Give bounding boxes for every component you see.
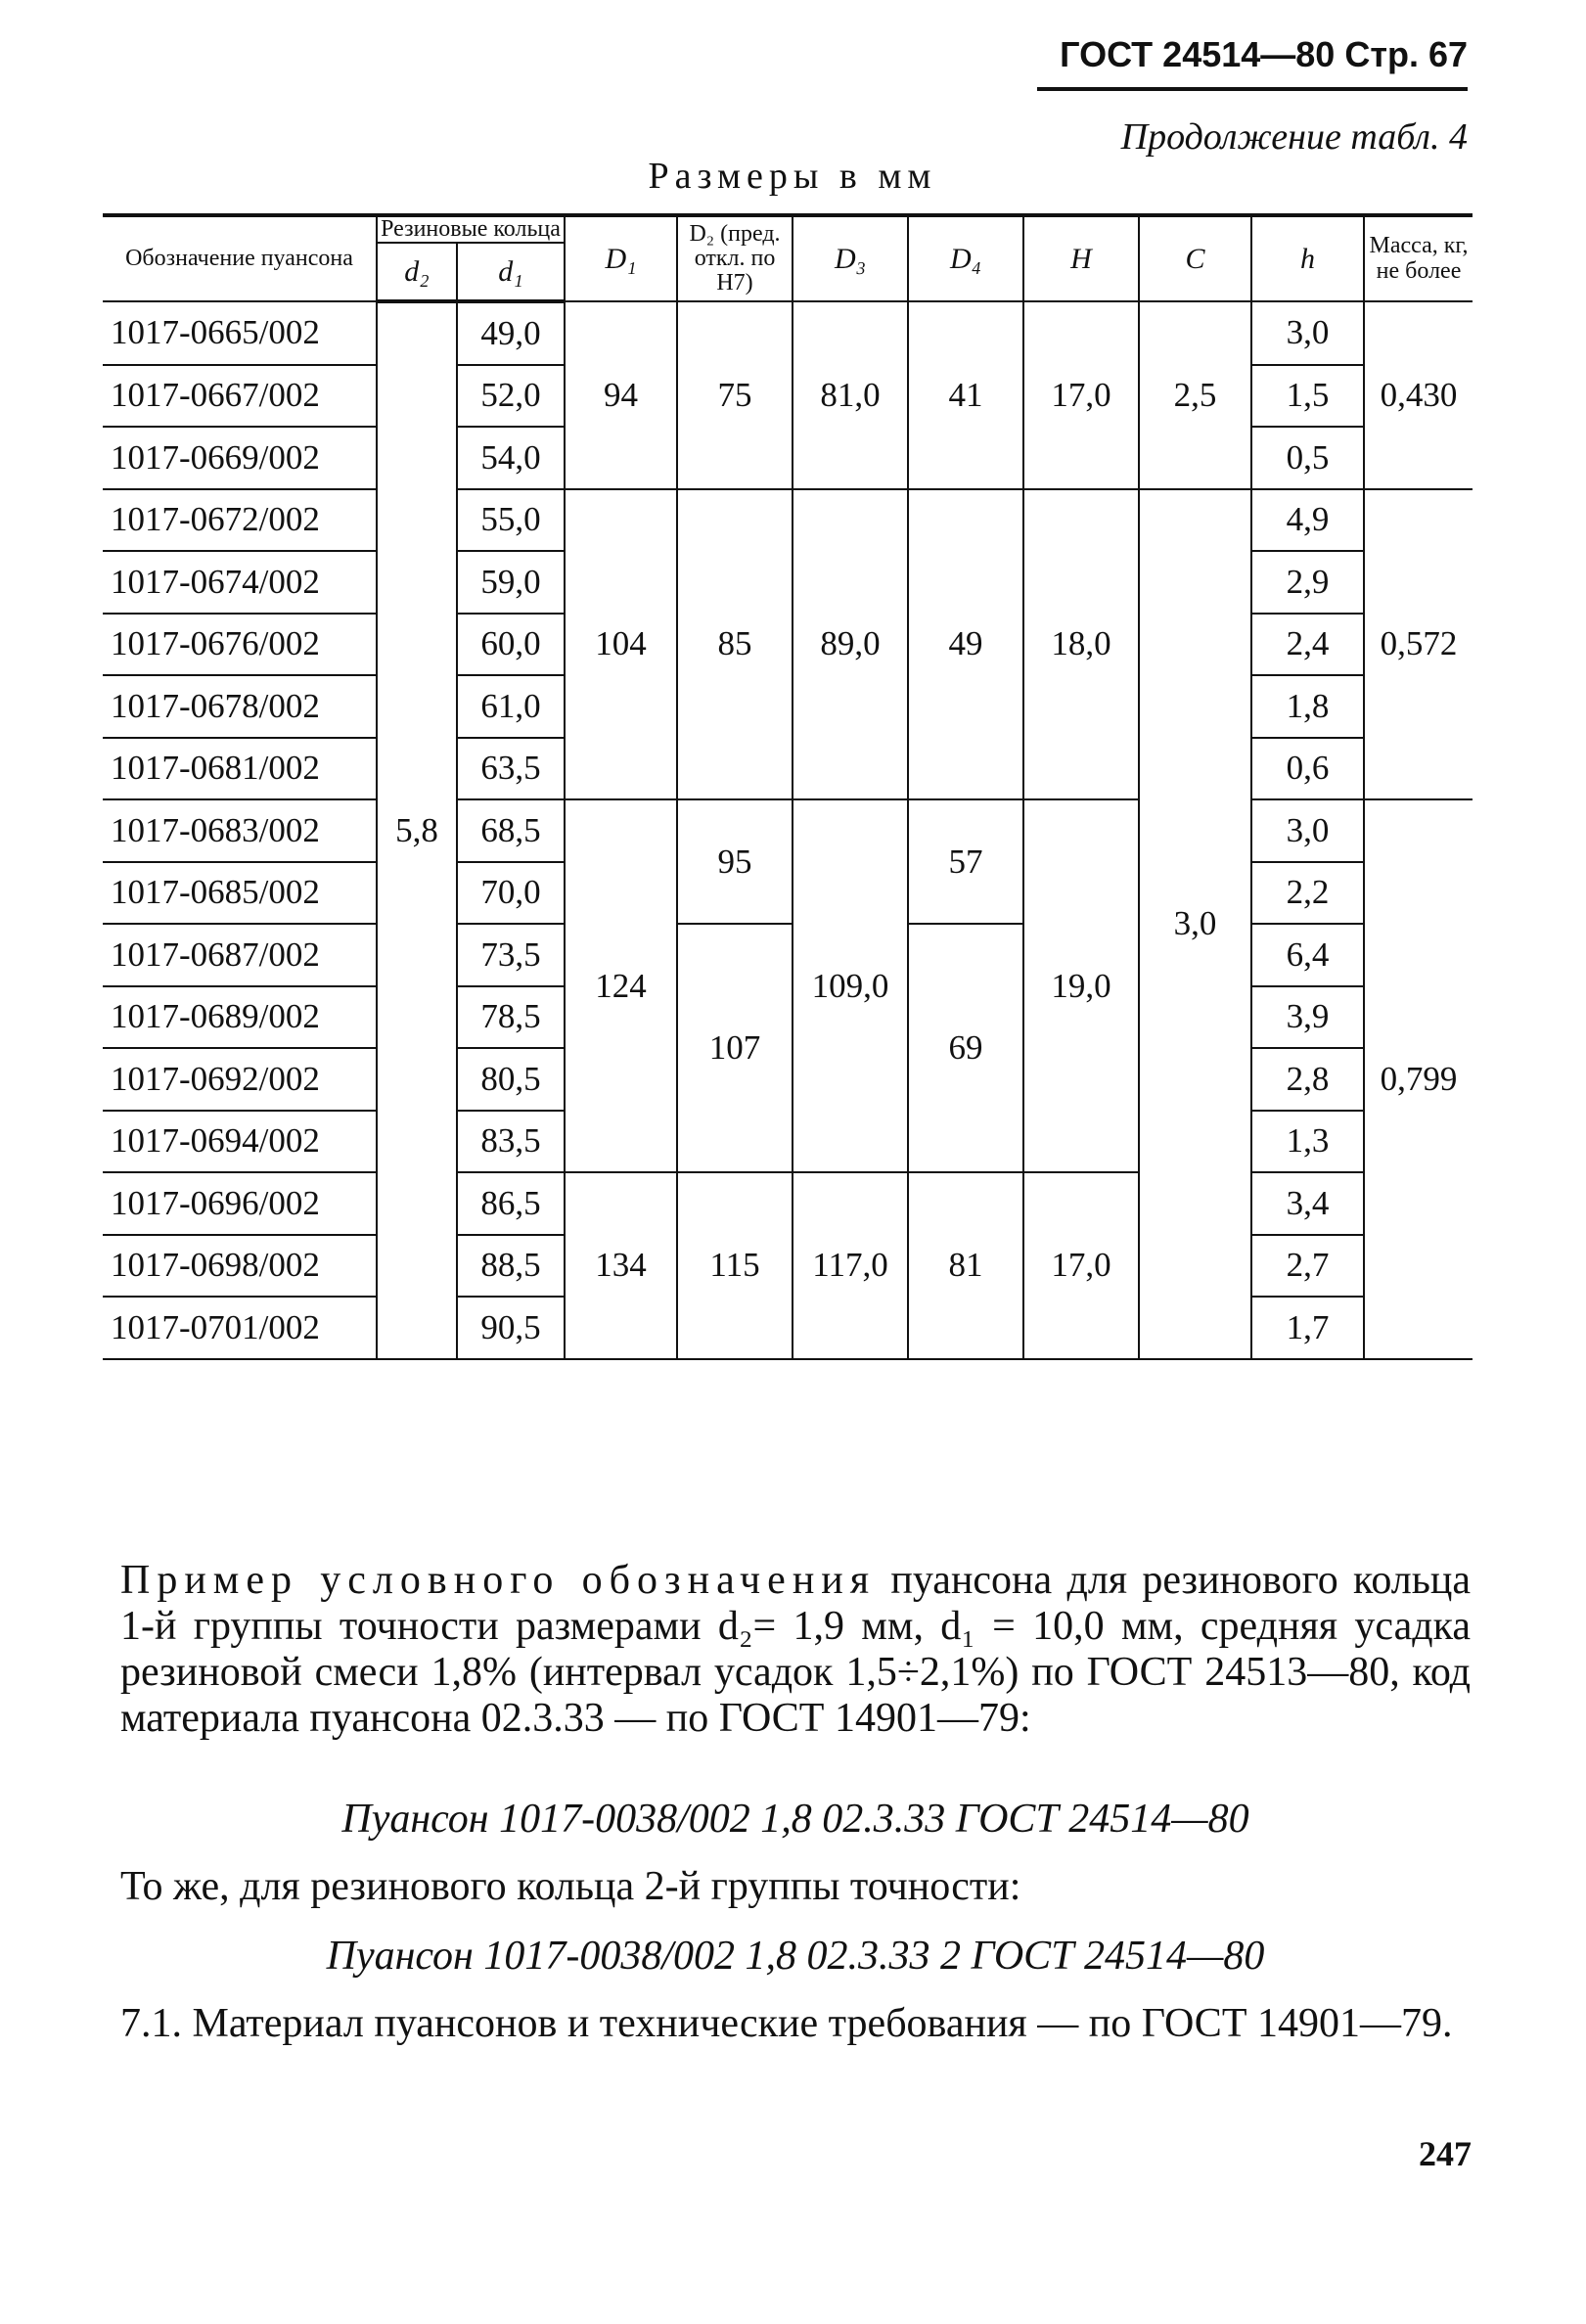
h-cell: 4,9 <box>1251 489 1364 552</box>
col-h: h <box>1251 215 1364 301</box>
col-mass: Масса, кг, не более <box>1364 215 1473 301</box>
H-cell: 17,0 <box>1023 301 1139 489</box>
designation-cell: 1017-0672/002 <box>103 489 377 552</box>
h-cell: 2,9 <box>1251 551 1364 614</box>
material-clause: 7.1. Материал пуансонов и технические требования — по ГОСТ 14901—79. <box>120 2001 1453 2046</box>
h-cell: 2,4 <box>1251 614 1364 676</box>
col-D4: D₄ <box>908 215 1023 301</box>
designation-example-2: Пуансон 1017-0038/002 1,8 02.3.33 2 ГОСТ 24514—80 <box>326 1934 1265 1979</box>
designation-cell: 1017-0687/002 <box>103 924 377 986</box>
table-row <box>103 301 1473 365</box>
d1-cell: 78,5 <box>457 986 565 1049</box>
D1-cell: 104 <box>565 489 677 800</box>
page-number: 247 <box>1419 2134 1472 2173</box>
d1-cell: 88,5 <box>457 1235 565 1298</box>
D2-cell: 75 <box>677 301 793 489</box>
punch-dimensions-table <box>103 213 1473 1360</box>
designation-cell: 1017-0676/002 <box>103 614 377 676</box>
designation-cell: 1017-0683/002 <box>103 799 377 862</box>
h-cell: 1,8 <box>1251 675 1364 738</box>
example-lead: Пример условного обозначения <box>120 1558 877 1603</box>
D1-cell: 124 <box>565 799 677 1172</box>
running-head: ГОСТ 24514—80 Стр. 67 <box>1037 34 1468 91</box>
designation-cell: 1017-0669/002 <box>103 427 377 489</box>
example-paragraph <box>120 1558 1471 1742</box>
col-D2: D₂ (пред. откл. по H7) <box>677 215 793 301</box>
H-cell: 19,0 <box>1023 799 1139 1172</box>
col-H: H <box>1023 215 1139 301</box>
designation-cell: 1017-0689/002 <box>103 986 377 1049</box>
D3-cell: 89,0 <box>793 489 908 800</box>
col-C: C <box>1139 215 1251 301</box>
H-cell: 17,0 <box>1023 1172 1139 1359</box>
h-cell: 1,5 <box>1251 365 1364 428</box>
D1-cell: 94 <box>565 301 677 489</box>
D4-cell: 49 <box>908 489 1023 800</box>
d1-cell: 70,0 <box>457 862 565 925</box>
designation-cell: 1017-0681/002 <box>103 738 377 800</box>
h-cell: 3,0 <box>1251 799 1364 862</box>
d1-cell: 54,0 <box>457 427 565 489</box>
d2-cell: 5,8 <box>377 301 457 1359</box>
designation-cell: 1017-0698/002 <box>103 1235 377 1298</box>
h-cell: 0,6 <box>1251 738 1364 800</box>
H-cell: 18,0 <box>1023 489 1139 800</box>
D4-cell: 41 <box>908 301 1023 489</box>
col-d1: d₁ <box>457 243 565 301</box>
h-cell: 3,4 <box>1251 1172 1364 1235</box>
designation-cell: 1017-0674/002 <box>103 551 377 614</box>
designation-cell: 1017-0678/002 <box>103 675 377 738</box>
d1-cell: 55,0 <box>457 489 565 552</box>
designation-cell: 1017-0701/002 <box>103 1297 377 1359</box>
table-row <box>103 489 1473 552</box>
designation-cell: 1017-0696/002 <box>103 1172 377 1235</box>
D2-cell: 107 <box>677 924 793 1172</box>
h-cell: 3,0 <box>1251 301 1364 365</box>
designation-cell: 1017-0694/002 <box>103 1111 377 1173</box>
h-cell: 1,7 <box>1251 1297 1364 1359</box>
mass-cell: 0,799 <box>1364 799 1473 1359</box>
designation-cell: 1017-0685/002 <box>103 862 377 925</box>
D3-cell: 117,0 <box>793 1172 908 1359</box>
h-cell: 3,9 <box>1251 986 1364 1049</box>
table-row <box>103 924 1473 986</box>
d1-cell: 63,5 <box>457 738 565 800</box>
mass-cell: 0,572 <box>1364 489 1473 800</box>
designation-cell: 1017-0665/002 <box>103 301 377 365</box>
d1-cell: 86,5 <box>457 1172 565 1235</box>
C-cell: 3,0 <box>1139 489 1251 1359</box>
d1-cell: 80,5 <box>457 1048 565 1111</box>
D4-cell: 69 <box>908 924 1023 1172</box>
designation-example-1: Пуансон 1017-0038/002 1,8 02.3.33 ГОСТ 24514—80 <box>341 1797 1249 1842</box>
designation-cell: 1017-0667/002 <box>103 365 377 428</box>
example-description: пуансона для резинового кольца 1-й группы точности размерами d₂= 1,9 мм, d₁ = 10,0 мм, средняя усадка резиновой смеси 1,8% (интервал усадок 1,5÷2,1%) по ГОСТ 24513—80, код материала пуансона 02.3.33 — по ГОСТ 14901—79: <box>120 1558 1471 1741</box>
table-continuation-note: Продолжение табл. 4 <box>1120 116 1468 158</box>
D2-cell: 95 <box>677 799 793 924</box>
units-caption: Размеры в мм <box>648 156 937 197</box>
second-group-paragraph: То же, для резинового кольца 2-й группы точности: <box>120 1864 1021 1909</box>
col-D1: D₁ <box>565 215 677 301</box>
d1-cell: 68,5 <box>457 799 565 862</box>
col-d2: d₂ <box>377 243 457 301</box>
D4-cell: 57 <box>908 799 1023 924</box>
h-cell: 6,4 <box>1251 924 1364 986</box>
d1-cell: 52,0 <box>457 365 565 428</box>
h-cell: 2,8 <box>1251 1048 1364 1111</box>
h-cell: 2,2 <box>1251 862 1364 925</box>
table-row <box>103 1172 1473 1235</box>
D2-cell: 85 <box>677 489 793 800</box>
d1-cell: 83,5 <box>457 1111 565 1173</box>
d1-cell: 90,5 <box>457 1297 565 1359</box>
d1-cell: 61,0 <box>457 675 565 738</box>
d1-cell: 49,0 <box>457 301 565 365</box>
D3-cell: 109,0 <box>793 799 908 1172</box>
table-row <box>103 799 1473 862</box>
D4-cell: 81 <box>908 1172 1023 1359</box>
d1-cell: 60,0 <box>457 614 565 676</box>
h-cell: 1,3 <box>1251 1111 1364 1173</box>
mass-cell: 0,430 <box>1364 301 1473 489</box>
col-D3: D₃ <box>793 215 908 301</box>
d1-cell: 73,5 <box>457 924 565 986</box>
d1-cell: 59,0 <box>457 551 565 614</box>
D3-cell: 81,0 <box>793 301 908 489</box>
col-rubber-rings: Резиновые кольца <box>377 215 565 243</box>
designation-cell: 1017-0692/002 <box>103 1048 377 1111</box>
C-cell: 2,5 <box>1139 301 1251 489</box>
col-designation: Обозначение пуансона <box>103 215 377 301</box>
h-cell: 2,7 <box>1251 1235 1364 1298</box>
D1-cell: 134 <box>565 1172 677 1359</box>
D2-cell: 115 <box>677 1172 793 1359</box>
h-cell: 0,5 <box>1251 427 1364 489</box>
